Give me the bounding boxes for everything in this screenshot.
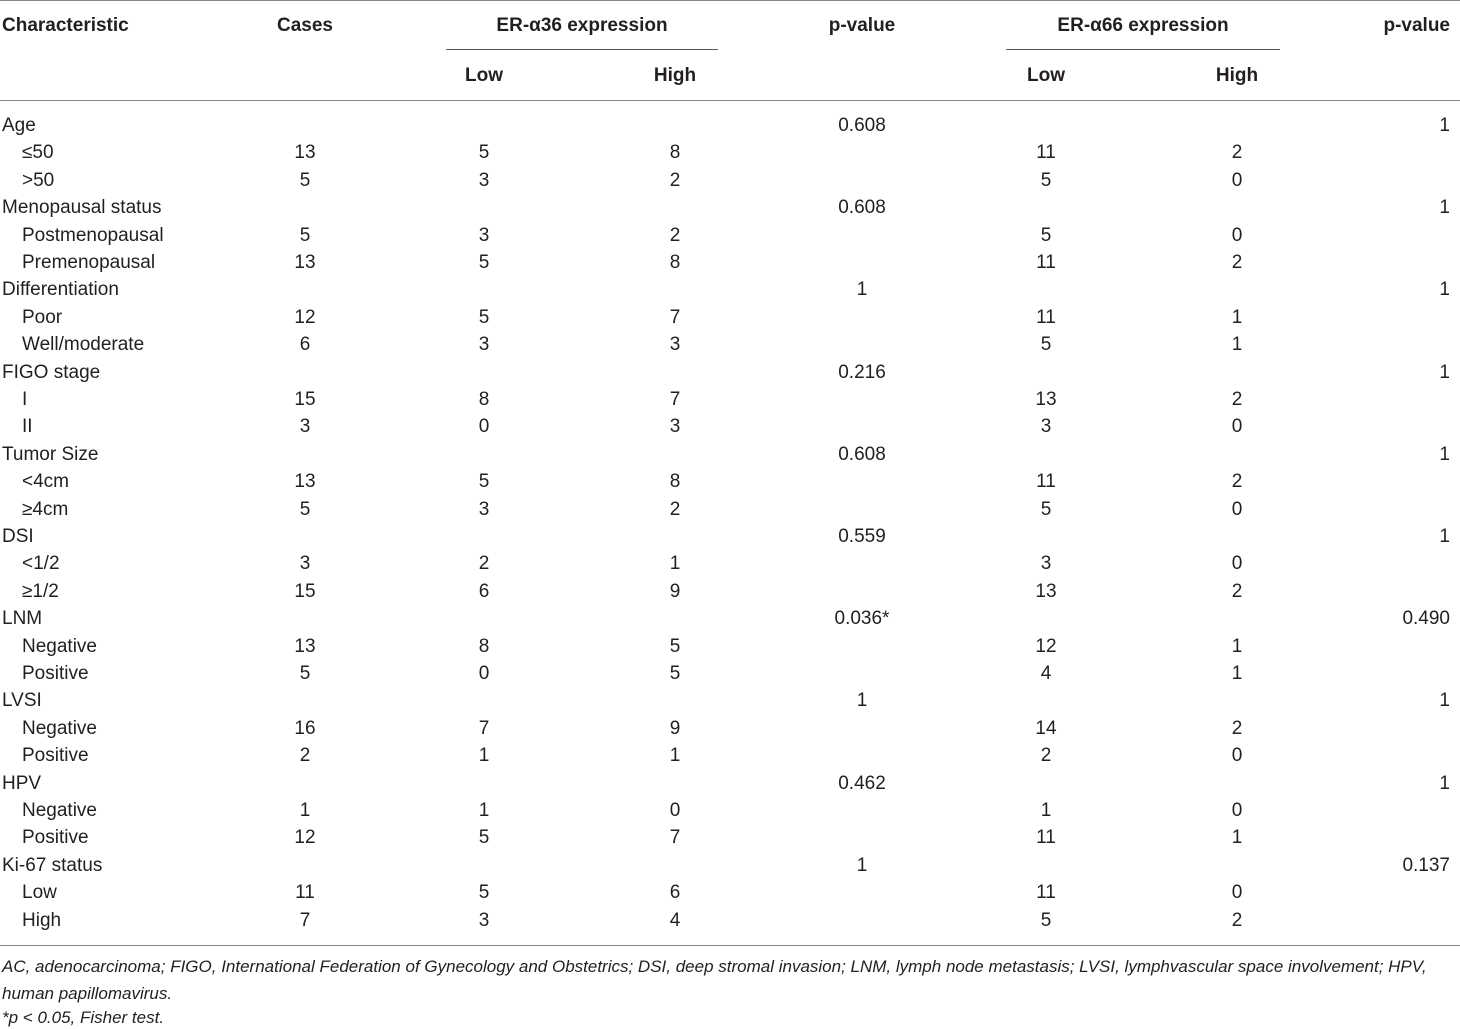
cell-pvalue-66: 1 (1439, 361, 1450, 383)
cell-er66-high: 2 (1231, 142, 1243, 164)
cell-characteristic: ≥1/2 (22, 580, 59, 602)
cell-characteristic: Postmenopausal (22, 224, 164, 246)
header-pvalue-36: p-value (828, 15, 896, 36)
cell-characteristic: LVSI (2, 690, 42, 712)
cell-er36-high: 9 (669, 717, 681, 739)
cell-er36-low: 3 (478, 334, 490, 356)
cell-pvalue-36: 0.216 (838, 361, 886, 383)
cell-cases: 13 (294, 142, 316, 164)
footnote-abbreviations: AC, adenocarcinoma; FIGO, International Federation of Gynecology and Obstetrics; DSI, deep stromal invasion; LNM, lymph node metastasis; LVSI, lymphvascular space involvement; HPV, human papillomavirus. (2, 957, 1427, 1003)
cell-er36-high: 1 (669, 553, 681, 575)
cell-pvalue-66: 1 (1439, 279, 1450, 301)
cell-pvalue-66: 1 (1439, 772, 1450, 794)
cell-er36-high: 9 (669, 580, 681, 602)
cell-er66-high: 0 (1231, 800, 1243, 821)
cell-er36-low: 5 (478, 882, 490, 904)
cell-er66-low: 5 (1040, 909, 1052, 931)
cell-er66-high: 2 (1231, 580, 1243, 602)
cell-er66-high: 2 (1231, 252, 1243, 273)
cell-characteristic: Negative (22, 717, 97, 739)
cell-er36-low: 1 (478, 745, 490, 767)
cell-er36-low: 2 (478, 553, 490, 575)
cell-er36-low: 3 (478, 909, 490, 931)
cell-er36-low: 0 (478, 416, 490, 438)
cell-characteristic: <4cm (22, 471, 69, 493)
header-pvalue-66: p-value (1383, 15, 1450, 36)
cell-cases: 15 (294, 580, 316, 602)
cell-cases: 6 (299, 334, 311, 356)
cell-er36-high: 0 (669, 800, 681, 821)
cell-pvalue-66: 1 (1439, 526, 1450, 547)
cell-characteristic: Poor (22, 306, 63, 328)
cell-er36-low: 7 (478, 717, 490, 739)
cell-er66-low: 12 (1035, 635, 1057, 657)
cell-cases: 16 (294, 717, 316, 739)
cell-er36-low: 5 (478, 306, 490, 328)
header-er36-low: Low (465, 65, 503, 86)
cell-er66-high: 1 (1231, 334, 1243, 356)
cell-characteristic: Premenopausal (22, 252, 156, 273)
cell-characteristic: Negative (22, 635, 97, 657)
cell-er66-low: 11 (1036, 827, 1056, 849)
cell-cases: 13 (294, 471, 316, 493)
cell-er36-low: 3 (478, 224, 490, 246)
cell-pvalue-66: 1 (1439, 443, 1450, 465)
cell-er66-high: 1 (1231, 306, 1243, 328)
cell-er66-high: 1 (1231, 635, 1243, 657)
cell-pvalue-66: 1 (1439, 115, 1450, 136)
cell-pvalue-66: 1 (1439, 197, 1450, 219)
cell-characteristic: I (22, 389, 28, 410)
cell-cases: 12 (294, 827, 316, 849)
cell-characteristic: High (22, 909, 62, 931)
header-characteristic: Characteristic (2, 15, 129, 36)
cell-characteristic: Ki-67 status (2, 854, 103, 876)
cell-er66-low: 13 (1035, 580, 1057, 602)
cell-er66-low: 5 (1040, 224, 1052, 246)
cell-er36-low: 3 (478, 498, 490, 520)
cell-characteristic: Age (2, 115, 36, 136)
cell-er36-high: 5 (669, 635, 681, 657)
cell-er36-high: 7 (669, 389, 681, 410)
cell-er66-low: 14 (1035, 717, 1057, 739)
cell-er36-high: 1 (669, 745, 681, 767)
header-er66-low: Low (1027, 65, 1065, 86)
cell-er66-low: 3 (1040, 553, 1052, 575)
cell-er66-high: 1 (1231, 827, 1243, 849)
cell-pvalue-36: 1 (856, 854, 868, 876)
cell-characteristic: Menopausal status (2, 197, 162, 219)
cell-characteristic: LNM (2, 608, 43, 630)
cell-pvalue-36: 0.559 (838, 526, 886, 547)
header-cases: Cases (277, 15, 333, 36)
cell-er66-high: 0 (1231, 224, 1243, 246)
table-top-rule (0, 0, 1460, 1)
cell-characteristic: Negative (22, 800, 97, 821)
header-er-alpha36: ER-α36 expression (496, 15, 668, 36)
cell-er66-high: 0 (1231, 169, 1243, 191)
cell-pvalue-36: 1 (856, 690, 868, 712)
cell-er36-low: 8 (478, 635, 490, 657)
cell-er66-low: 1 (1040, 800, 1052, 821)
cell-er66-low: 11 (1036, 142, 1056, 164)
cell-er36-low: 3 (478, 169, 490, 191)
cell-characteristic: ≤50 (22, 142, 54, 164)
cell-pvalue-66: 0.490 (1402, 608, 1450, 630)
cell-er36-high: 8 (669, 252, 681, 273)
cell-er36-high: 5 (669, 663, 681, 684)
cell-er66-low: 5 (1040, 169, 1052, 191)
cell-er66-low: 13 (1035, 389, 1057, 410)
cell-er66-high: 2 (1231, 717, 1243, 739)
cell-characteristic: ≥4cm (22, 498, 69, 520)
cell-er36-low: 1 (478, 800, 490, 821)
cell-er36-high: 8 (669, 142, 681, 164)
cell-er36-high: 2 (669, 169, 681, 191)
cell-er36-low: 6 (478, 580, 490, 602)
cell-characteristic: Low (22, 882, 57, 904)
cell-er66-low: 3 (1040, 416, 1052, 438)
cell-characteristic: <1/2 (22, 553, 60, 575)
cell-er36-low: 5 (478, 471, 490, 493)
cell-characteristic: Differentiation (2, 279, 119, 301)
cell-er66-high: 2 (1231, 389, 1243, 410)
cell-er36-high: 3 (669, 334, 681, 356)
cell-cases: 5 (299, 224, 311, 246)
cell-pvalue-36: 0.608 (838, 197, 886, 219)
cell-er66-low: 5 (1040, 498, 1052, 520)
er66-span-rule (1006, 49, 1280, 50)
cell-er36-high: 6 (669, 882, 681, 904)
cell-er66-low: 11 (1036, 306, 1056, 328)
cell-er36-high: 7 (669, 827, 681, 849)
cell-er66-low: 5 (1040, 334, 1052, 356)
cell-cases: 7 (299, 909, 311, 931)
cell-cases: 3 (299, 416, 311, 438)
cell-characteristic: II (22, 416, 33, 438)
cell-cases: 15 (294, 389, 316, 410)
cell-characteristic: Well/moderate (22, 334, 145, 356)
cell-characteristic: Positive (22, 827, 89, 849)
cell-cases: 2 (299, 745, 311, 767)
cell-cases: 5 (299, 169, 311, 191)
cell-er66-high: 2 (1231, 471, 1243, 493)
cell-er66-high: 2 (1231, 909, 1243, 931)
cell-pvalue-36: 0.036* (834, 608, 890, 630)
cell-pvalue-66: 0.137 (1402, 854, 1450, 876)
cell-characteristic: DSI (2, 526, 34, 547)
header-er-alpha66: ER-α66 expression (1057, 15, 1229, 36)
cell-er36-high: 3 (669, 416, 681, 438)
cell-er36-high: 7 (669, 306, 681, 328)
header-bottom-rule (0, 100, 1460, 101)
cell-er36-high: 4 (669, 909, 681, 931)
cell-er66-high: 0 (1231, 498, 1243, 520)
cell-cases: 12 (294, 306, 316, 328)
cell-er66-high: 0 (1231, 882, 1243, 904)
header-er36-high: High (653, 65, 697, 86)
cell-er66-low: 11 (1036, 471, 1056, 493)
cell-er66-low: 11 (1036, 882, 1056, 904)
cell-er66-high: 0 (1231, 745, 1243, 767)
cell-er36-low: 5 (478, 142, 490, 164)
cell-er36-high: 2 (669, 224, 681, 246)
cell-pvalue-66: 1 (1439, 690, 1450, 712)
table-bottom-rule (0, 945, 1460, 946)
cell-pvalue-36: 0.608 (838, 115, 886, 136)
cell-characteristic: HPV (2, 772, 42, 794)
cell-characteristic: Positive (22, 745, 89, 767)
cell-characteristic: Tumor Size (2, 443, 99, 465)
cell-pvalue-36: 0.608 (838, 443, 886, 465)
cell-er36-low: 5 (478, 827, 490, 849)
cell-characteristic: Positive (22, 663, 89, 684)
cell-cases: 13 (294, 635, 316, 657)
cell-characteristic: FIGO stage (2, 361, 101, 383)
cell-er66-low: 11 (1036, 252, 1056, 273)
cell-er36-low: 5 (478, 252, 490, 273)
cell-cases: 11 (295, 882, 315, 904)
cell-cases: 13 (294, 252, 316, 273)
cell-er66-high: 0 (1231, 416, 1243, 438)
cell-cases: 5 (299, 498, 311, 520)
cell-er66-high: 1 (1231, 663, 1243, 684)
footnote-significance: *p < 0.05, Fisher test. (2, 1008, 165, 1027)
cell-cases: 3 (299, 553, 311, 575)
cell-er36-low: 8 (478, 389, 490, 410)
cell-er36-high: 8 (669, 471, 681, 493)
header-er66-high: High (1215, 65, 1259, 86)
cell-er36-high: 2 (669, 498, 681, 520)
cell-pvalue-36: 1 (856, 279, 868, 301)
er36-span-rule (446, 49, 718, 50)
cell-pvalue-36: 0.462 (838, 772, 886, 794)
cell-er36-low: 0 (478, 663, 490, 684)
cell-er66-low: 2 (1040, 745, 1052, 767)
cell-cases: 1 (299, 800, 311, 821)
cell-characteristic: >50 (22, 169, 55, 191)
cell-cases: 5 (299, 663, 311, 684)
cell-er66-high: 0 (1231, 553, 1243, 575)
cell-er66-low: 4 (1040, 663, 1052, 684)
